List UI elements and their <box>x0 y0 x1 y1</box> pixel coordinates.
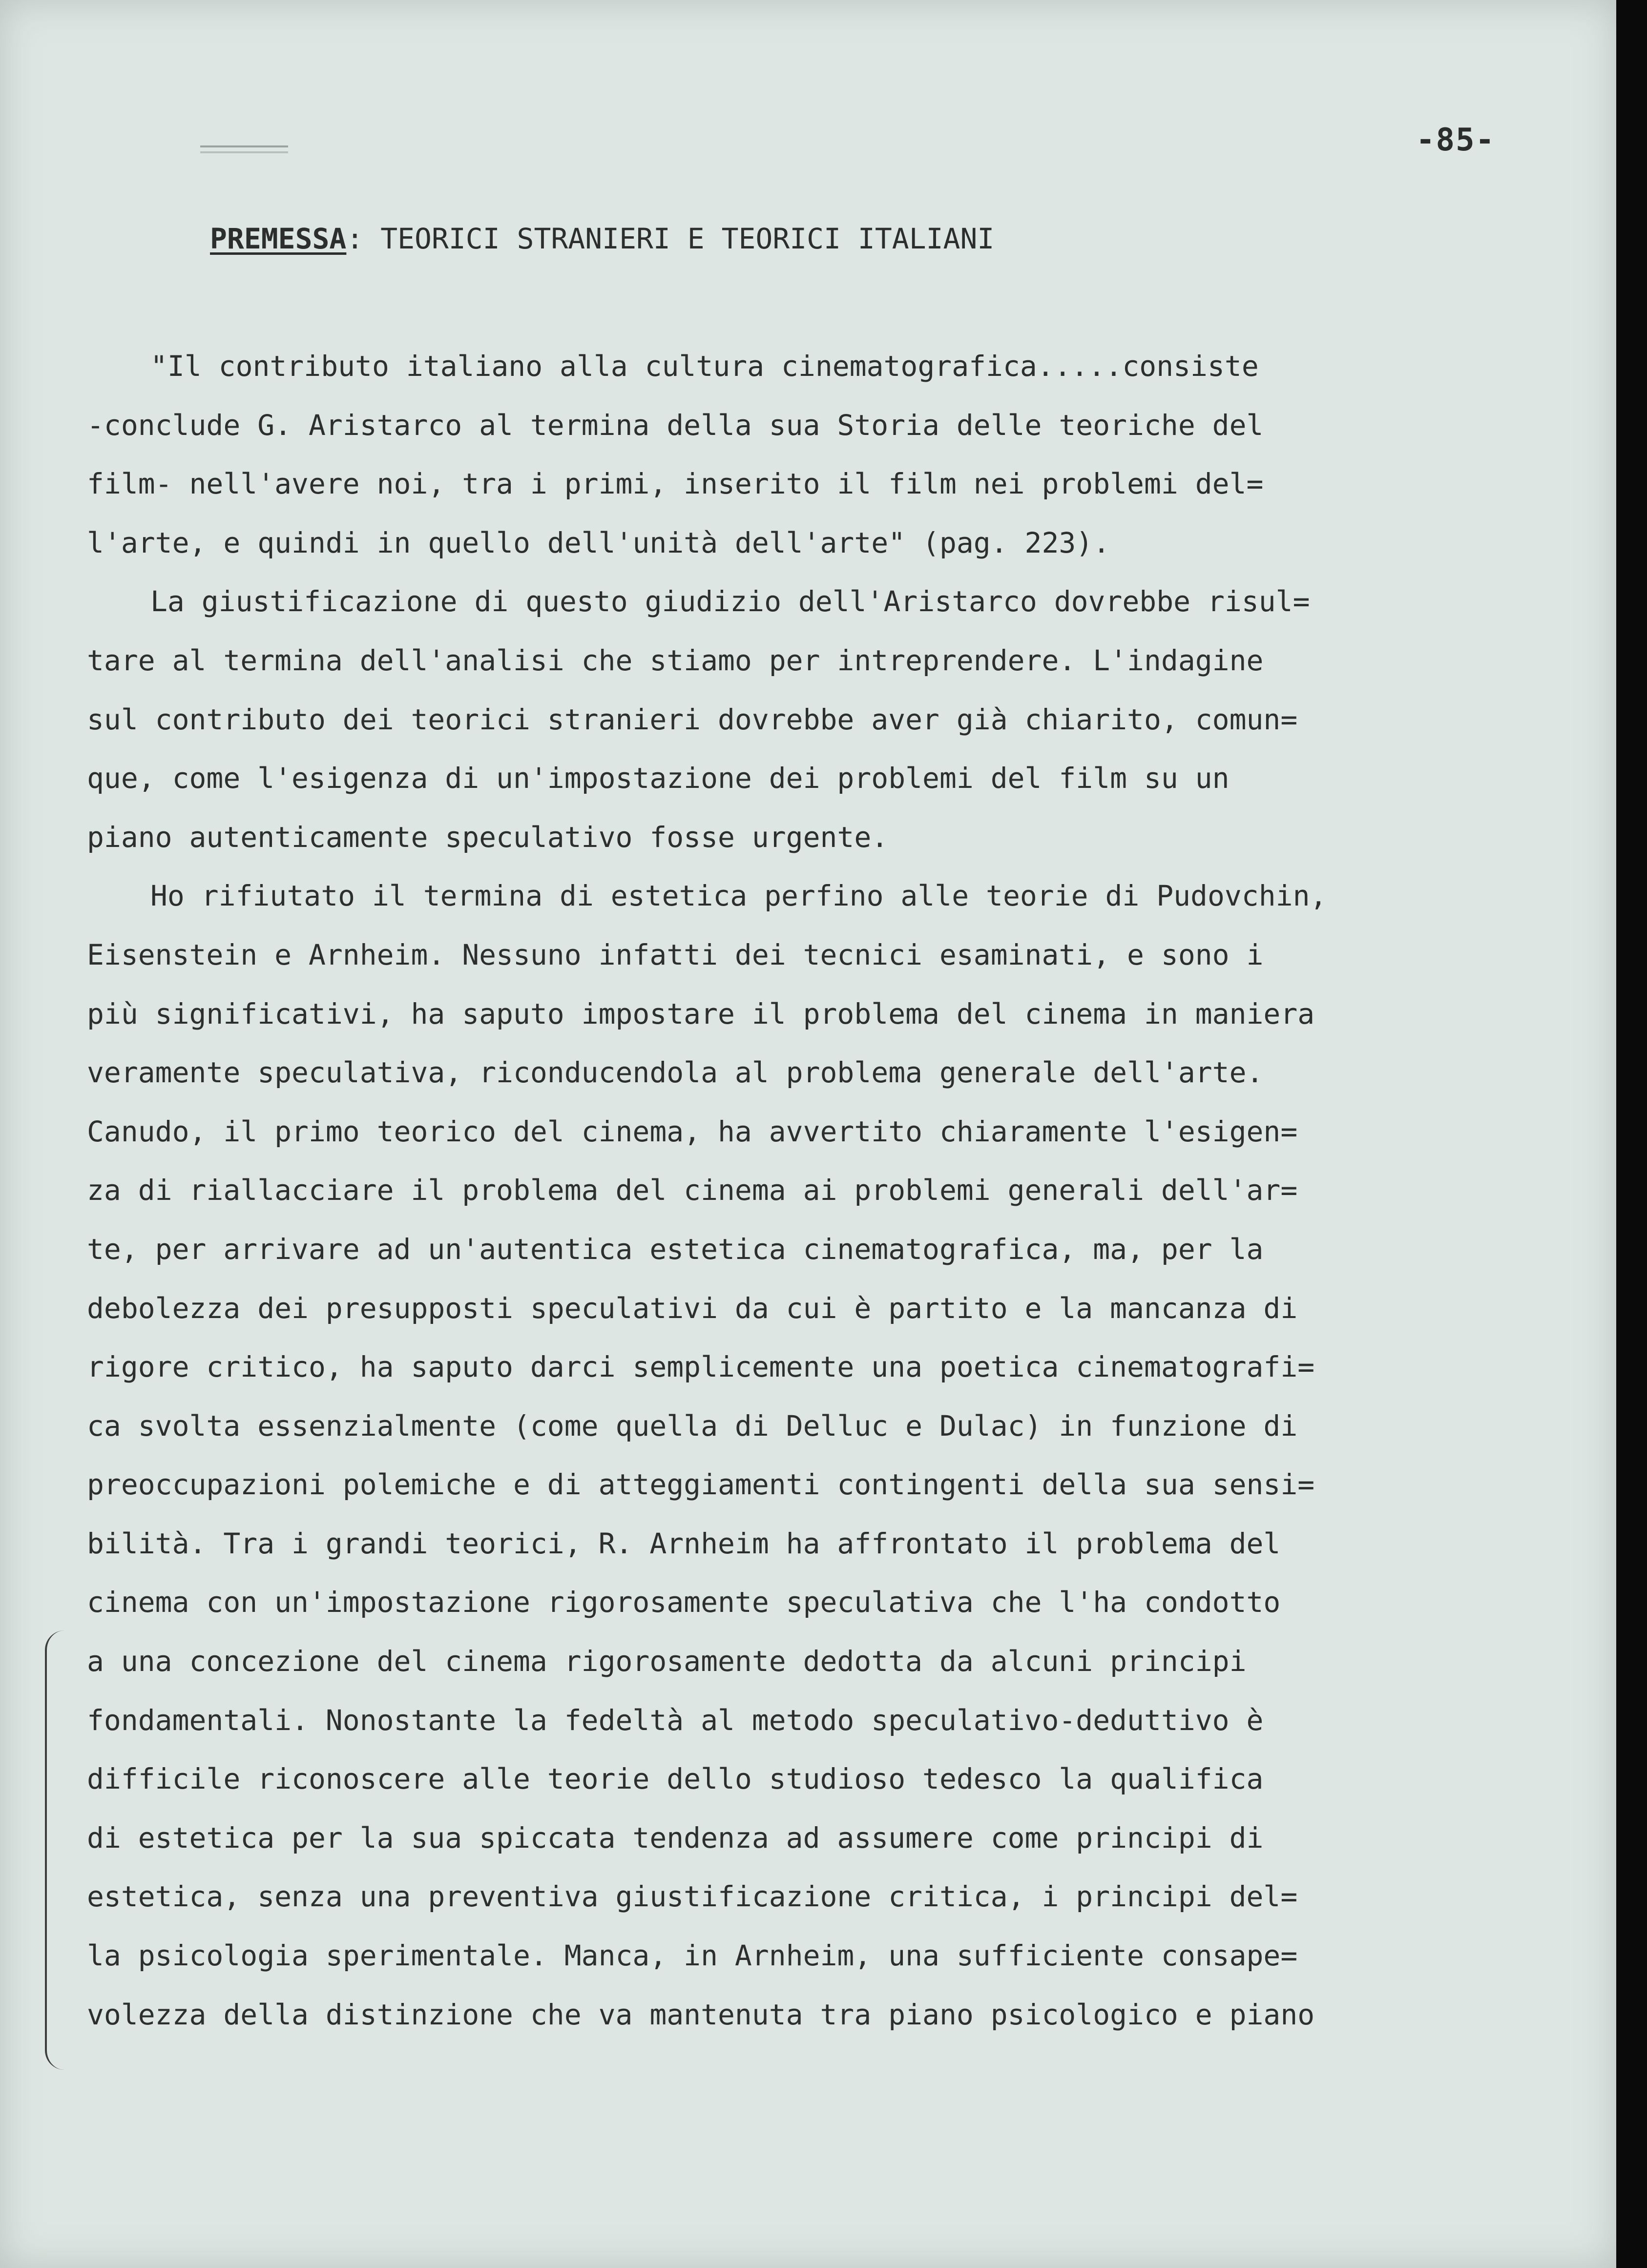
text-line: Eisenstein e Arnheim. Nessuno infatti dei tecnici esaminati, e sono i <box>87 938 1264 971</box>
heading-text: TEORICI STRANIERI E TEORICI ITALIANI <box>380 222 995 255</box>
text-line: veramente speculativa, riconducendola al problema generale dell'arte. <box>87 1056 1264 1090</box>
text-line: "Il contributo italiano alla cultura cinematografica.....consiste <box>150 350 1259 383</box>
text-line: rigore critico, ha saputo darci semplicemente una poetica cinematografi= <box>87 1350 1315 1384</box>
text-line: za di riallacciare il problema del cinema ai problemi generali dell'ar= <box>87 1174 1298 1207</box>
text-line: più significativi, ha saputo impostare il problema del cinema in maniera <box>87 997 1315 1031</box>
margin-bracket-mark <box>45 1630 66 2070</box>
heading-label: PREMESSA <box>210 222 347 255</box>
text-line: bilità. Tra i grandi teorici, R. Arnheim ha affrontato il problema del <box>87 1526 1281 1560</box>
text-line: cinema con un'impostazione rigorosamente speculativa che l'ha condotto <box>87 1586 1281 1619</box>
text-line: debolezza dei presupposti speculativi da cui è partito e la mancanza di <box>87 1291 1298 1325</box>
text-line: La giustificazione di questo giudizio dell'Aristarco dovrebbe risul= <box>150 585 1310 619</box>
text-line: l'arte, e quindi in quello dell'unità dell'arte" (pag. 223). <box>87 526 1110 559</box>
text-line: -conclude G. Aristarco al termina della sua Storia delle teoriche del <box>87 408 1264 442</box>
text-line: piano autenticamente speculativo fosse urgente. <box>87 820 889 854</box>
scan-border <box>1616 0 1647 2268</box>
text-line: fondamentali. Nonostante la fedeltà al metodo speculativo-deduttivo è <box>87 1703 1264 1737</box>
text-line: a una concezione del cinema rigorosamente dedotta da alcuni principi <box>87 1645 1247 1678</box>
section-heading <box>210 222 994 255</box>
text-line: la psicologia sperimentale. Manca, in Arnheim, una sufficiente consape= <box>87 1939 1298 1973</box>
text-line: volezza della distinzione che va mantenuta tra piano psicologico e piano <box>87 1998 1315 2031</box>
typed-body-text <box>87 337 1532 2044</box>
text-line: estetica, senza una preventiva giustificazione critica, i principi del= <box>87 1880 1298 1914</box>
text-line: te, per arrivare ad un'autentica estetica cinematografica, ma, per la <box>87 1232 1264 1266</box>
text-line: que, come l'esigenza di un'impostazione dei problemi del film su un <box>87 762 1230 795</box>
text-line: tare al termina dell'analisi che stiamo per intreprendere. L'indagine <box>87 643 1264 677</box>
text-line: preoccupazioni polemiche e di atteggiamenti contingenti della sua sensi= <box>87 1468 1315 1502</box>
text-line: di estetica per la sua spiccata tendenza ad assumere come principi di <box>87 1821 1264 1855</box>
heading-colon: : <box>346 222 364 255</box>
text-line: Ho rifiutato il termina di estetica perfino alle teorie di Pudovchin, <box>150 879 1327 913</box>
text-line: difficile riconoscere alle teorie dello studioso tedesco la qualifica <box>87 1762 1264 1796</box>
text-line: Canudo, il primo teorico del cinema, ha avvertito chiaramente l'esigen= <box>87 1114 1298 1148</box>
page-number: -85- <box>1416 122 1496 158</box>
text-line: film- nell'avere noi, tra i primi, inserito il film nei problemi del= <box>87 467 1264 501</box>
text-line: sul contributo dei teorici stranieri dovrebbe aver già chiarito, comun= <box>87 702 1298 736</box>
top-rule-mark <box>200 145 288 153</box>
text-line: ca svolta essenzialmente (come quella di Delluc e Dulac) in funzione di <box>87 1409 1298 1443</box>
